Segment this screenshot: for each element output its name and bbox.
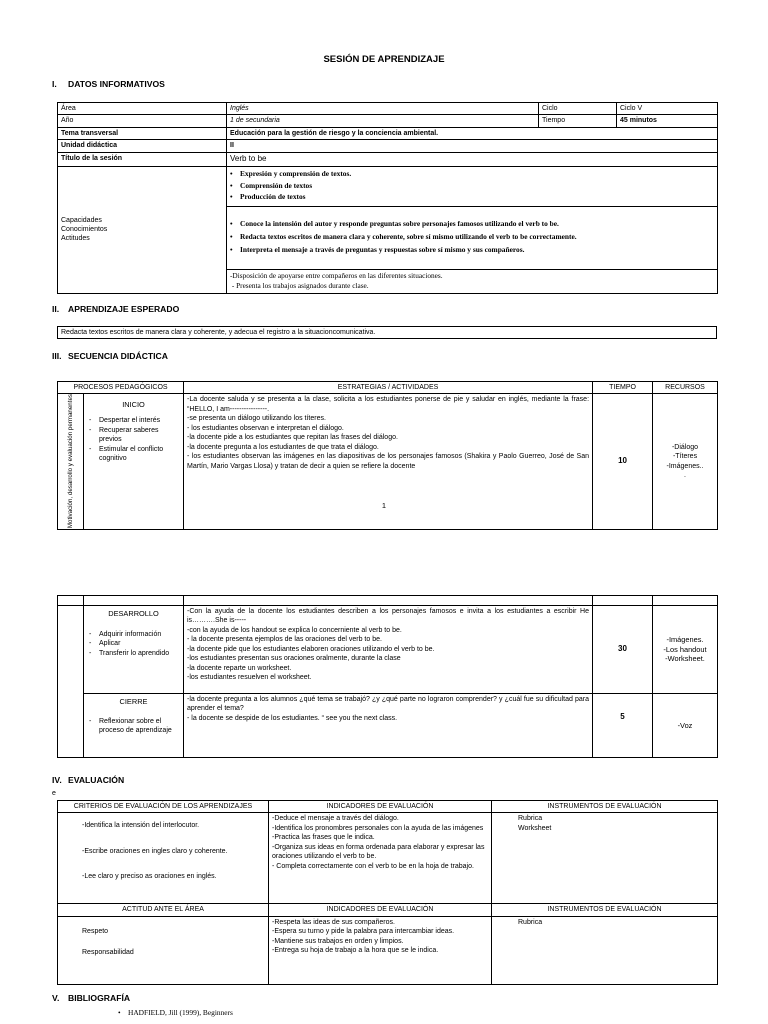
actitudes-label: Actitudes (61, 235, 90, 243)
phase-name-inicio: INICIO (122, 400, 145, 410)
vertical-label: Motivación, desarrollo y evaluación permanentes (66, 394, 74, 529)
section-heading-secuencia: III. SECUENCIA DIDÁCTICA (52, 351, 168, 361)
capacidades-cell (227, 166, 718, 206)
conocimientos-cell (227, 206, 718, 269)
tema-label: Tema transversal (58, 127, 227, 139)
actitudes-cell (227, 269, 718, 293)
list-item: - la docente presenta ejemplos de las oraciones del verb to be. (187, 636, 382, 644)
list-item: -Organiza sus ideas en forma ordenada para elaborar y expresar las oraciones utilizando el verb to be. (272, 843, 485, 861)
list-item: Rubrica (518, 815, 543, 823)
cierre-recursos-cell (653, 694, 718, 758)
list-item: -se presenta un diálogo utilizando los títeres. (187, 415, 326, 423)
list-item: -Voz (677, 720, 693, 730)
list-item: Respeto (82, 927, 109, 935)
list-item: -Identifica los pronombres personales con la ayuda de las imágenes (272, 824, 484, 832)
tema-value: Educación para la gestión de riesgo y la conciencia ambiental. (227, 127, 718, 139)
aprendizaje-table (57, 326, 717, 339)
actitudes-eval-cell (58, 916, 269, 984)
capacidades-label: Capacidades (61, 216, 102, 224)
list-item: • HADFIELD, Jill (1999), Beginners (118, 1008, 233, 1018)
desarrollo-estrategias-cell (184, 606, 593, 694)
list-item: -los estudiantes resuelven el worksheet. (187, 674, 312, 682)
header-criterios: CRITERIOS DE EVALUACIÓN DE LOS APRENDIZAJES (58, 801, 269, 813)
list-item: - Adquirir información (87, 630, 180, 639)
instrumentos2-cell (492, 916, 718, 984)
cierre-estrategias-cell (184, 694, 593, 758)
list-item: -Entrega su hoja de trabajo a la hora que se le indica. (272, 947, 439, 955)
cierre-tiempo: 5 (593, 694, 653, 758)
list-item: Rubrica (518, 918, 543, 926)
list-item: -La docente saluda y se presenta a la clase, solicita a los estudiantes ponerse de pie y saludar en inglés, mediante la frase: “HELLO, I am----------------. (187, 396, 590, 413)
list-item: -Los handout (663, 644, 707, 654)
list-item: -la docente pide que los estudiantes elaboren oraciones utilizando el verb to be. (187, 645, 435, 653)
header-instrumentos-2: INSTRUMENTOS DE EVALUACIÓN (492, 904, 718, 916)
header-procesos: PROCESOS PEDAGÓGICOS (58, 382, 184, 394)
indicadores-cell (269, 813, 492, 904)
area-label: Área (58, 103, 227, 115)
list-item: -Mantiene sus trabajos en orden y limpios. (272, 937, 404, 945)
list-item: • Comprensión de textos (230, 180, 714, 192)
list-item: -con la ayuda de los handout se explica lo concerniente al verb to be. (187, 626, 402, 634)
list-item: - Presenta los trabajos asignados durante clase. (230, 280, 369, 290)
titulo-label: Título de la sesión (58, 152, 227, 166)
list-item: -la docente pregunta a los alumnos ¿qué tema se trabajó? ¿y ¿qué parte no lograron comprender? y ¿cuál fue su dificultad para aprender el tema? (187, 696, 589, 713)
capacidades-label-cell (58, 166, 227, 293)
list-item: . (684, 471, 686, 479)
ciclo-value: Ciclo V (617, 103, 718, 115)
instrumentos-cell (492, 813, 718, 904)
list-item: - Aplicar (87, 639, 180, 648)
list-item: - los estudiantes observan las imágenes en las diapositivas de los personajes famosos (Shakira y Paolo Guerreo, José de San Martín, Mario Vargas Llosa) y tratan de decir a quien se refiere la docente (187, 453, 590, 470)
section-heading-bibliografia: V. BIBLIOGRAFÍA (52, 993, 131, 1003)
list-item: - Estimular el conflicto cognitivo (87, 445, 180, 464)
list-item: • Producción de textos (230, 191, 714, 203)
cierre-procesos-cell (84, 694, 184, 758)
anio-label: Año (58, 115, 227, 127)
criterios-cell (58, 813, 269, 904)
list-item: -Escribe oraciones en ingles claro y coherente. (82, 847, 228, 855)
list-item: -los estudiantes presentan sus oraciones oralmente, durante la clase (187, 655, 401, 663)
list-item: -Con la ayuda de la docente los estudiantes describen a los personajes famosos e invita a los estudiantes a escribir He is……….She is----- (187, 608, 589, 625)
header-actitud: ACTITUD ANTE EL ÁREA (58, 904, 269, 916)
list-item: -Imágenes.. (666, 462, 704, 470)
desarrollo-recursos-cell (653, 606, 718, 694)
list-item: -Identifica la intensión del interlocutor. (82, 822, 200, 830)
list-item: -Diálogo (671, 443, 699, 451)
list-item: -Lee claro y preciso as oraciones en inglés. (82, 873, 217, 881)
tiempo-label: Tiempo (539, 115, 617, 127)
list-item: -Títeres (672, 453, 698, 461)
list-item: -Deduce el mensaje a través del diálogo. (272, 815, 399, 823)
page-number: 1 (381, 501, 387, 510)
aprendizaje-text: Redacta textos escritos de manera clara y coherente, y adecua el registro a la situacioncomunicativa. (58, 327, 717, 339)
list-item: -la docente reparte un worksheet. (187, 664, 292, 672)
list-item: -Practica las frases que le indica. (272, 834, 375, 842)
list-item: - Recuperar saberes previos (87, 426, 180, 445)
header-instrumentos: INSTRUMENTOS DE EVALUACIÓN (492, 801, 718, 813)
list-item: - Reflexionar sobre el proceso de aprendizaje (87, 717, 180, 736)
list-item: - Transferir lo aprendido (87, 649, 180, 658)
evaluacion-table (57, 800, 718, 985)
list-item: -Imágenes. (666, 634, 704, 644)
vertical-continuation-cell (58, 606, 84, 758)
datos-table (57, 102, 718, 294)
list-item: • Conoce la intensión del autor y responde preguntas sobre personajes famosos utilizando el verb to be. (230, 218, 714, 231)
secuencia-table-part2 (57, 595, 718, 758)
header-indicadores-2: INDICADORES DE EVALUACIÓN (269, 904, 492, 916)
header-tiempo: TIEMPO (593, 382, 653, 394)
phase-name-desarrollo: DESARROLLO (108, 609, 159, 618)
unidad-label: Unidad didáctica (58, 140, 227, 152)
inicio-tiempo: 10 (593, 394, 653, 529)
indicadores2-cell (269, 916, 492, 984)
area-value: Inglés (227, 103, 539, 115)
list-item: -la docente pregunta a los estudiantes de que trata el diálogo. (187, 443, 379, 451)
titulo-value: Verb to be (227, 152, 718, 166)
conocimientos-label: Conocimientos (61, 226, 108, 234)
list-item: - Despertar el interés (87, 416, 180, 425)
stray-mark: e (52, 790, 56, 797)
section-heading-datos: I. DATOS INFORMATIVOS (52, 79, 165, 89)
desarrollo-tiempo: 30 (593, 606, 653, 694)
unidad-value: II (227, 140, 718, 152)
list-item: - Completa correctamente con el verb to be en la hoja de trabajo. (272, 862, 474, 870)
phase-name-cierre: CIERRE (119, 697, 148, 706)
header-estrategias: ESTRATEGIAS / ACTIVIDADES (184, 382, 593, 394)
section-heading-aprendizaje: II. APRENDIZAJE ESPERADO (52, 304, 180, 314)
list-item: - la docente se despide de los estudiantes. “ see you the next class. (187, 714, 398, 722)
list-item: Worksheet (518, 824, 552, 832)
list-item: -Espera su turno y pide la palabra para intercambiar ideas. (272, 928, 455, 936)
list-item: -Respeta las ideas de sus compañeros. (272, 918, 395, 926)
list-item: • Expresión y comprensión de textos. (230, 168, 714, 180)
list-item: • Interpreta el mensaje a través de preguntas y respuestas sobre sí mismo y sus compañeros. (230, 244, 714, 257)
list-item: • Redacta textos escritos de manera clara y coherente, sobre sí mismo utilizando el verb to be correctamente. (230, 231, 714, 244)
header-recursos: RECURSOS (653, 382, 718, 394)
anio-value: 1 de secundaria (227, 115, 539, 127)
header-indicadores: INDICADORES DE EVALUACIÓN (269, 801, 492, 813)
list-item: -Disposición de apoyarse entre compañeros en las diferentes situaciones. (230, 270, 443, 280)
ciclo-label: Ciclo (539, 103, 617, 115)
list-item: Responsabilidad (82, 949, 134, 957)
list-item: -la docente pide a los estudiantes que repitan las frases del diálogo. (187, 434, 398, 442)
section-heading-evaluacion: IV. EVALUACIÓN (52, 775, 125, 785)
bibliografia-list (118, 1008, 233, 1018)
page-title: SESIÓN DE APRENDIZAJE (323, 54, 445, 65)
list-item: - los estudiantes observan e interpretan el diálogo. (187, 424, 344, 432)
list-item: -Worksheet. (665, 654, 705, 664)
desarrollo-procesos-cell (84, 606, 184, 694)
tiempo-value: 45 minutos (617, 115, 718, 127)
